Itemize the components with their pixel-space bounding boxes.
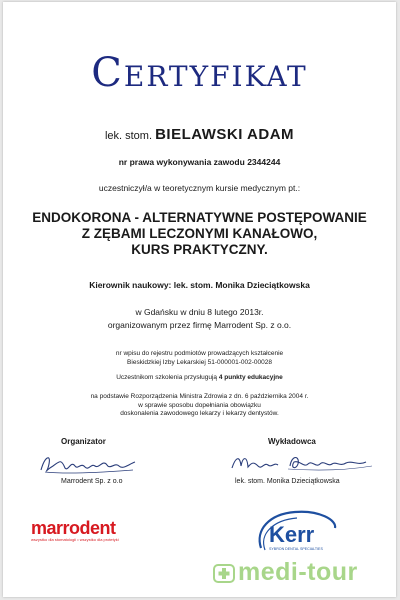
participation-text: uczestniczył/a w teoretycznym kursie medycznym pt.: — [98, 183, 301, 193]
recipient-prefix: lek. stom. — [104, 130, 153, 142]
regulation-line: w sprawie sposobu dopełniania obowiązku — [138, 401, 261, 409]
organizer-label: Organizator — [61, 437, 106, 446]
marrodent-logo-word: marrodent — [31, 518, 116, 538]
scientific-head: Kierownik naukowy: lek. stom. Monika Dzieciątkowska — [89, 280, 310, 290]
lecturer-name: lek. stom. Monika Dzieciątkowska — [235, 478, 340, 485]
organizer-signature — [35, 450, 145, 476]
registry-info — [3, 350, 396, 367]
kerr-logo-tagline: SYBRON DENTAL SPECIALTIES — [269, 547, 323, 551]
points-line — [3, 374, 396, 383]
lecturer-signature — [228, 450, 378, 474]
recipient-name: BIELAWSKI ADAM — [155, 126, 295, 143]
medical-cross-icon — [213, 562, 235, 584]
place-date: w Gdańsku w dniu 8 lutego 2013r. — [135, 307, 264, 317]
course-title-line: KURS PRAKTYCZNY. — [131, 242, 268, 257]
course-title — [3, 210, 396, 258]
course-title-line: Z ZĘBAMI LECZONYMI KANAŁOWO, — [81, 226, 318, 241]
course-title-line: ENDOKORONA - ALTERNATYWNE POSTĘPOWANIE — [32, 210, 367, 225]
certificate-title: Certyfikat — [91, 50, 308, 96]
regulation-line: doskonalenia zawodowego lekarzy i lekarzy dentystów. — [120, 410, 279, 417]
medi-tour-word: medi-tour — [238, 558, 358, 586]
license-line — [3, 157, 396, 167]
regulation-line: na podstawie Rozporządzenia Ministra Zdrowia z dn. 6 października 2004 r. — [90, 393, 309, 400]
marrodent-logo — [31, 518, 119, 542]
registry-line: nr wpisu do rejestru podmiotów prowadzących kształcenie — [115, 350, 284, 357]
recipient — [3, 126, 396, 143]
registry-line: Bieskidzkiej Izby Lekarskiej 51-000001-002-00028 — [127, 358, 272, 366]
organizer-name: Marrodent Sp. z o.o — [61, 478, 123, 485]
marrodent-logo-tagline: wszystko dla stomatologii • wszystko dla protetyki — [31, 537, 119, 542]
medi-tour-watermark — [213, 558, 358, 587]
kerr-logo-word: Kerr — [269, 522, 315, 547]
certificate-page — [3, 2, 396, 597]
regulation-info — [3, 393, 396, 419]
points-value: 4 punkty edukacyjne — [218, 374, 283, 381]
license-number: 2344244 — [247, 157, 281, 167]
kerr-logo — [255, 508, 339, 556]
license-prefix: nr prawa wykonywania zawodu — [118, 157, 245, 167]
points-prefix: Uczestnikom szkolenia przysługują — [116, 374, 218, 381]
lecturer-label: Wykładowca — [268, 437, 316, 446]
organized-by: organizowanym przez firmę Marrodent Sp. z o.o. — [107, 320, 292, 330]
